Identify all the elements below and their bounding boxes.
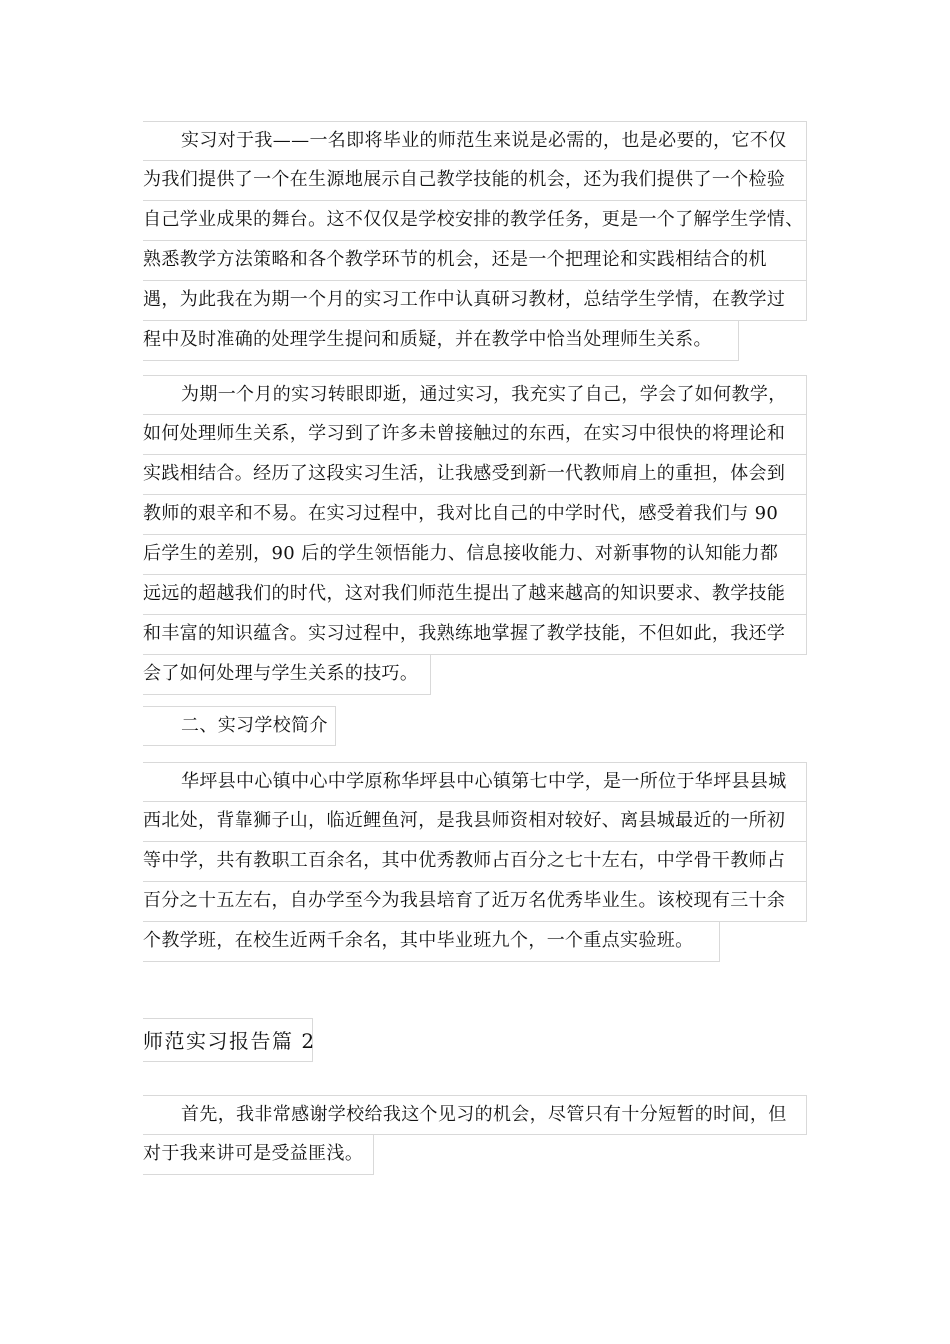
text-line: 教师的艰辛和不易。在实习过程中，我对比自己的中学时代，感受着我们与 90 (143, 495, 807, 535)
section-heading-school-intro (143, 706, 807, 750)
text-line: 远远的超越我们的时代，这对我们师范生提出了越来越高的知识要求、教学技能 (143, 575, 807, 615)
text-line: 遇，为此我在为期一个月的实习工作中认真研习教材，总结学生学情，在教学过 (143, 281, 807, 321)
text-line: 西北处，背靠狮子山，临近鲤鱼河，是我县师资相对较好、离县城最近的一所初 (143, 802, 807, 842)
text-line: 实习对于我——一名即将毕业的师范生来说是必需的，也是必要的，它不仅 (143, 121, 807, 161)
paragraph-internship-reflection (143, 375, 807, 699)
text-line: 为我们提供了一个在生源地展示自己教学技能的机会，还为我们提供了一个检验 (143, 161, 807, 201)
text-line: 自己学业成果的舞台。这不仅仅是学校安排的教学任务，更是一个了解学生学情、 (143, 201, 807, 241)
text-line: 百分之十五左右，自办学至今为我县培育了近万名优秀毕业生。该校现有三十余 (143, 882, 807, 922)
text-line: 为期一个月的实习转眼即逝，通过实习，我充实了自己，学会了如何教学， (143, 375, 807, 415)
text-line: 首先，我非常感谢学校给我这个见习的机会，尽管只有十分短暂的时间，但 (143, 1095, 807, 1135)
text-line: 实践相结合。经历了这段实习生活，让我感受到新一代教师肩上的重担，体会到 (143, 455, 807, 495)
text-line: 如何处理师生关系，学习到了许多未曾接触过的东西，在实习中很快的将理论和 (143, 415, 807, 455)
text-line: 熟悉教学方法策略和各个教学环节的机会，还是一个把理论和实践相结合的机 (143, 241, 807, 281)
text-line: 对于我来讲可是受益匪浅。 (143, 1135, 374, 1175)
text-line: 后学生的差别，90 后的学生领悟能力、信息接收能力、对新事物的认知能力都 (143, 535, 807, 575)
paragraph-internship-importance (143, 121, 807, 365)
text-line: 会了如何处理与学生关系的技巧。 (143, 655, 431, 695)
text-line: 等中学，共有教职工百余名，其中优秀教师占百分之七十左右，中学骨干教师占 (143, 842, 807, 882)
text-line: 个教学班，在校生近两千余名，其中毕业班九个，一个重点实验班。 (143, 922, 720, 962)
report-title-part-2 (143, 1018, 807, 1062)
paragraph-school-intro (143, 762, 807, 966)
section-heading-text: 二、实习学校简介 (143, 706, 336, 746)
text-line: 和丰富的知识蕴含。实习过程中，我熟练地掌握了教学技能，不但如此，我还学 (143, 615, 807, 655)
paragraph-gratitude (143, 1095, 807, 1179)
text-line: 程中及时准确的处理学生提问和质疑，并在教学中恰当处理师生关系。 (143, 321, 739, 361)
report-title-text: 师范实习报告篇 2 (143, 1018, 313, 1062)
text-line: 华坪县中心镇中心中学原称华坪县中心镇第七中学，是一所位于华坪县县城 (143, 762, 807, 802)
